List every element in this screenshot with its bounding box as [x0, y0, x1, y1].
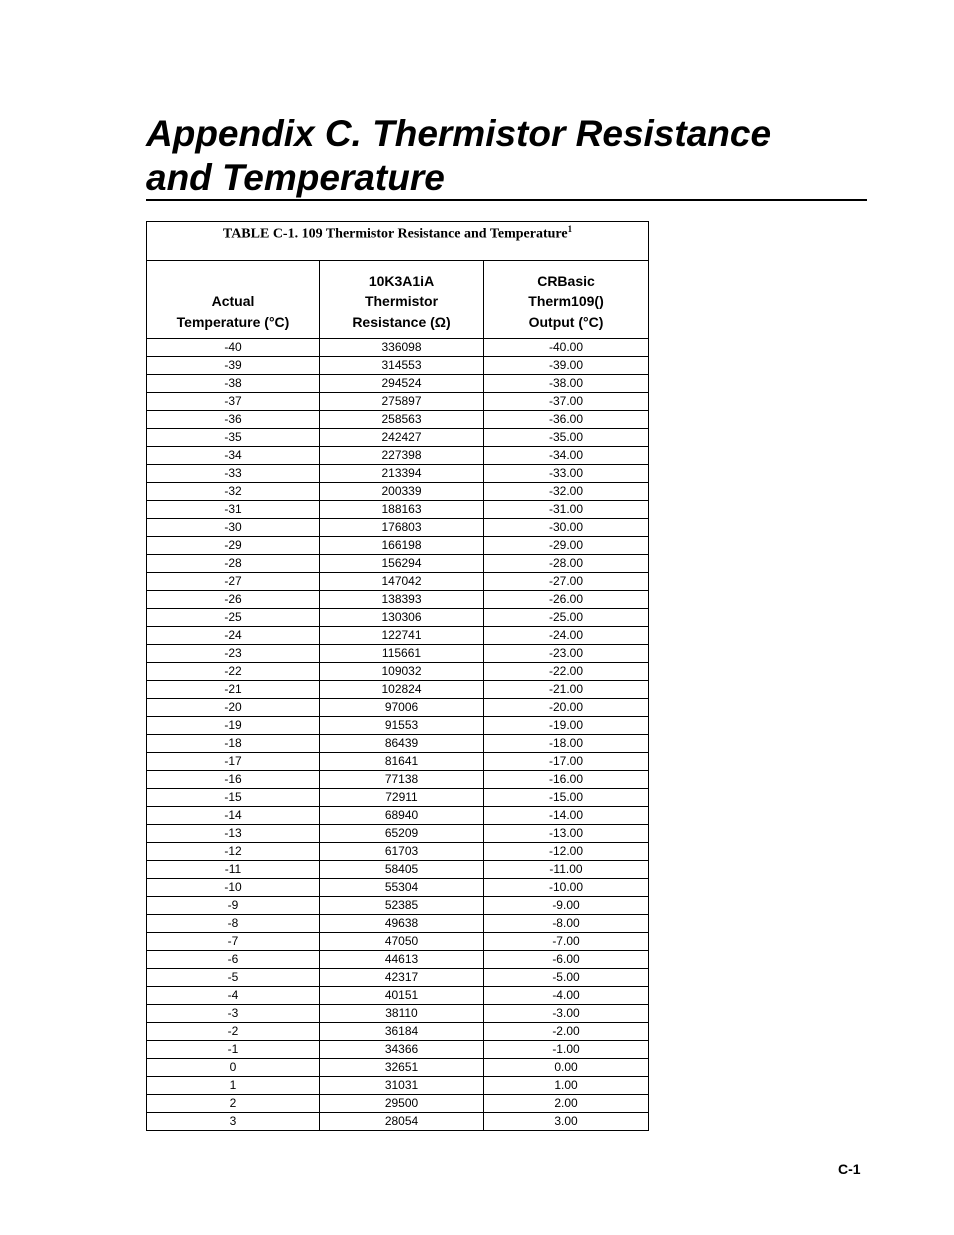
- cell-crbasic-output: -3.00: [484, 1005, 649, 1023]
- cell-crbasic-output: -15.00: [484, 789, 649, 807]
- cell-actual-temperature: -29: [147, 537, 320, 555]
- cell-resistance: 49638: [320, 915, 484, 933]
- table-row: [147, 1005, 649, 1023]
- cell-actual-temperature: -11: [147, 861, 320, 879]
- cell-resistance: 31031: [320, 1077, 484, 1095]
- cell-actual-temperature: -40: [147, 339, 320, 357]
- cell-resistance: 58405: [320, 861, 484, 879]
- cell-crbasic-output: -20.00: [484, 699, 649, 717]
- cell-crbasic-output: -31.00: [484, 501, 649, 519]
- table-row: [147, 501, 649, 519]
- table-row: [147, 969, 649, 987]
- cell-resistance: 81641: [320, 753, 484, 771]
- cell-resistance: 28054: [320, 1113, 484, 1131]
- column-header-crbasic-output: CRBasic Therm109() Output (°C): [484, 261, 649, 339]
- cell-resistance: 42317: [320, 969, 484, 987]
- table-row: [147, 537, 649, 555]
- cell-actual-temperature: -2: [147, 1023, 320, 1041]
- cell-resistance: 47050: [320, 933, 484, 951]
- cell-actual-temperature: -28: [147, 555, 320, 573]
- cell-crbasic-output: -18.00: [484, 735, 649, 753]
- table-row: [147, 411, 649, 429]
- table-row: [147, 717, 649, 735]
- cell-resistance: 176803: [320, 519, 484, 537]
- table-row: [147, 591, 649, 609]
- cell-actual-temperature: -35: [147, 429, 320, 447]
- cell-crbasic-output: -29.00: [484, 537, 649, 555]
- table-caption-text: TABLE C-1. 109 Thermistor Resistance and Temperature: [222, 226, 568, 242]
- table-caption: [147, 222, 649, 261]
- cell-resistance: 77138: [320, 771, 484, 789]
- cell-actual-temperature: -12: [147, 843, 320, 861]
- table-row: [147, 987, 649, 1005]
- cell-resistance: 314553: [320, 357, 484, 375]
- table-row: [147, 1041, 649, 1059]
- cell-actual-temperature: -39: [147, 357, 320, 375]
- table-row: [147, 735, 649, 753]
- cell-crbasic-output: 2.00: [484, 1095, 649, 1113]
- cell-crbasic-output: -24.00: [484, 627, 649, 645]
- cell-crbasic-output: -25.00: [484, 609, 649, 627]
- table-row: [147, 627, 649, 645]
- cell-crbasic-output: -39.00: [484, 357, 649, 375]
- table-row: [147, 573, 649, 591]
- cell-crbasic-output: -5.00: [484, 969, 649, 987]
- cell-actual-temperature: -21: [147, 681, 320, 699]
- cell-resistance: 97006: [320, 699, 484, 717]
- cell-actual-temperature: -14: [147, 807, 320, 825]
- cell-resistance: 65209: [320, 825, 484, 843]
- table-row: [147, 519, 649, 537]
- cell-crbasic-output: -23.00: [484, 645, 649, 663]
- cell-resistance: 52385: [320, 897, 484, 915]
- cell-resistance: 40151: [320, 987, 484, 1005]
- cell-resistance: 36184: [320, 1023, 484, 1041]
- cell-crbasic-output: -36.00: [484, 411, 649, 429]
- cell-crbasic-output: 3.00: [484, 1113, 649, 1131]
- cell-actual-temperature: -20: [147, 699, 320, 717]
- table-body: [147, 339, 649, 1131]
- title-rule: [146, 199, 867, 201]
- cell-crbasic-output: -35.00: [484, 429, 649, 447]
- cell-actual-temperature: -16: [147, 771, 320, 789]
- cell-actual-temperature: -26: [147, 591, 320, 609]
- cell-resistance: 91553: [320, 717, 484, 735]
- cell-resistance: 138393: [320, 591, 484, 609]
- cell-actual-temperature: 3: [147, 1113, 320, 1131]
- table-row: [147, 879, 649, 897]
- cell-crbasic-output: -12.00: [484, 843, 649, 861]
- table-row: [147, 681, 649, 699]
- table-row: [147, 807, 649, 825]
- cell-actual-temperature: -22: [147, 663, 320, 681]
- cell-resistance: 188163: [320, 501, 484, 519]
- cell-actual-temperature: -30: [147, 519, 320, 537]
- cell-crbasic-output: -40.00: [484, 339, 649, 357]
- cell-actual-temperature: -7: [147, 933, 320, 951]
- cell-crbasic-output: -28.00: [484, 555, 649, 573]
- cell-resistance: 200339: [320, 483, 484, 501]
- cell-resistance: 166198: [320, 537, 484, 555]
- cell-resistance: 86439: [320, 735, 484, 753]
- table-row: [147, 897, 649, 915]
- cell-resistance: 242427: [320, 429, 484, 447]
- cell-actual-temperature: -9: [147, 897, 320, 915]
- cell-actual-temperature: -1: [147, 1041, 320, 1059]
- cell-crbasic-output: -34.00: [484, 447, 649, 465]
- table-row: [147, 663, 649, 681]
- cell-crbasic-output: -26.00: [484, 591, 649, 609]
- table-row: [147, 357, 649, 375]
- cell-actual-temperature: 0: [147, 1059, 320, 1077]
- table-row: [147, 393, 649, 411]
- table-row: [147, 753, 649, 771]
- cell-resistance: 258563: [320, 411, 484, 429]
- page-number: C-1: [838, 1161, 861, 1177]
- column-header-actual-temperature: Actual Temperature (°C): [147, 261, 320, 339]
- cell-resistance: 336098: [320, 339, 484, 357]
- cell-crbasic-output: -27.00: [484, 573, 649, 591]
- page-title-line-1: Appendix C. Thermistor Resistance: [146, 113, 772, 154]
- cell-crbasic-output: -19.00: [484, 717, 649, 735]
- table-row: [147, 915, 649, 933]
- cell-actual-temperature: 2: [147, 1095, 320, 1113]
- cell-crbasic-output: -33.00: [484, 465, 649, 483]
- cell-crbasic-output: -14.00: [484, 807, 649, 825]
- thermistor-table: [146, 221, 649, 1131]
- cell-actual-temperature: -33: [147, 465, 320, 483]
- cell-crbasic-output: 1.00: [484, 1077, 649, 1095]
- column-header-thermistor-resistance: 10K3A1iA Thermistor Resistance (Ω): [320, 261, 484, 339]
- table-row: [147, 1077, 649, 1095]
- cell-actual-temperature: -13: [147, 825, 320, 843]
- table-row: [147, 699, 649, 717]
- table-row: [147, 1023, 649, 1041]
- cell-actual-temperature: -19: [147, 717, 320, 735]
- cell-crbasic-output: -37.00: [484, 393, 649, 411]
- cell-resistance: 130306: [320, 609, 484, 627]
- cell-resistance: 32651: [320, 1059, 484, 1077]
- cell-resistance: 61703: [320, 843, 484, 861]
- cell-resistance: 109032: [320, 663, 484, 681]
- cell-crbasic-output: -2.00: [484, 1023, 649, 1041]
- table-row: [147, 771, 649, 789]
- cell-crbasic-output: -7.00: [484, 933, 649, 951]
- cell-actual-temperature: -6: [147, 951, 320, 969]
- cell-actual-temperature: -24: [147, 627, 320, 645]
- cell-resistance: 34366: [320, 1041, 484, 1059]
- table-caption-footnote: 1: [567, 224, 573, 234]
- cell-actual-temperature: -34: [147, 447, 320, 465]
- cell-resistance: 275897: [320, 393, 484, 411]
- table-row: [147, 843, 649, 861]
- cell-resistance: 29500: [320, 1095, 484, 1113]
- table-row: [147, 933, 649, 951]
- cell-actual-temperature: -5: [147, 969, 320, 987]
- cell-resistance: 294524: [320, 375, 484, 393]
- table-row: [147, 861, 649, 879]
- cell-resistance: 147042: [320, 573, 484, 591]
- cell-resistance: 156294: [320, 555, 484, 573]
- cell-actual-temperature: -15: [147, 789, 320, 807]
- page-title-line-2: and Temperature: [146, 157, 445, 198]
- table-row: [147, 825, 649, 843]
- cell-crbasic-output: -22.00: [484, 663, 649, 681]
- cell-crbasic-output: -11.00: [484, 861, 649, 879]
- table-row: [147, 465, 649, 483]
- cell-crbasic-output: -4.00: [484, 987, 649, 1005]
- cell-resistance: 68940: [320, 807, 484, 825]
- table-row: [147, 447, 649, 465]
- cell-resistance: 55304: [320, 879, 484, 897]
- cell-crbasic-output: -9.00: [484, 897, 649, 915]
- cell-crbasic-output: 0.00: [484, 1059, 649, 1077]
- cell-actual-temperature: -32: [147, 483, 320, 501]
- table-row: [147, 1113, 649, 1131]
- cell-crbasic-output: -17.00: [484, 753, 649, 771]
- cell-resistance: 122741: [320, 627, 484, 645]
- cell-resistance: 72911: [320, 789, 484, 807]
- cell-actual-temperature: -10: [147, 879, 320, 897]
- cell-crbasic-output: -16.00: [484, 771, 649, 789]
- cell-actual-temperature: -31: [147, 501, 320, 519]
- cell-resistance: 102824: [320, 681, 484, 699]
- cell-resistance: 227398: [320, 447, 484, 465]
- table-row: [147, 555, 649, 573]
- cell-resistance: 213394: [320, 465, 484, 483]
- cell-crbasic-output: -30.00: [484, 519, 649, 537]
- table-row: [147, 789, 649, 807]
- table-row: [147, 1095, 649, 1113]
- cell-actual-temperature: -3: [147, 1005, 320, 1023]
- cell-crbasic-output: -32.00: [484, 483, 649, 501]
- table-row: [147, 951, 649, 969]
- cell-actual-temperature: -4: [147, 987, 320, 1005]
- cell-crbasic-output: -38.00: [484, 375, 649, 393]
- cell-crbasic-output: -8.00: [484, 915, 649, 933]
- cell-actual-temperature: -27: [147, 573, 320, 591]
- table-row: [147, 483, 649, 501]
- cell-actual-temperature: -38: [147, 375, 320, 393]
- cell-actual-temperature: -25: [147, 609, 320, 627]
- cell-crbasic-output: -6.00: [484, 951, 649, 969]
- cell-actual-temperature: -23: [147, 645, 320, 663]
- cell-resistance: 38110: [320, 1005, 484, 1023]
- cell-resistance: 115661: [320, 645, 484, 663]
- cell-actual-temperature: -17: [147, 753, 320, 771]
- cell-crbasic-output: -13.00: [484, 825, 649, 843]
- page-title: [146, 112, 866, 200]
- cell-crbasic-output: -1.00: [484, 1041, 649, 1059]
- cell-crbasic-output: -21.00: [484, 681, 649, 699]
- cell-resistance: 44613: [320, 951, 484, 969]
- cell-actual-temperature: -36: [147, 411, 320, 429]
- table-row: [147, 375, 649, 393]
- cell-actual-temperature: 1: [147, 1077, 320, 1095]
- table-row: [147, 609, 649, 627]
- cell-actual-temperature: -8: [147, 915, 320, 933]
- table-row: [147, 645, 649, 663]
- table-row: [147, 429, 649, 447]
- cell-actual-temperature: -37: [147, 393, 320, 411]
- table-row: [147, 339, 649, 357]
- cell-crbasic-output: -10.00: [484, 879, 649, 897]
- table-row: [147, 1059, 649, 1077]
- cell-actual-temperature: -18: [147, 735, 320, 753]
